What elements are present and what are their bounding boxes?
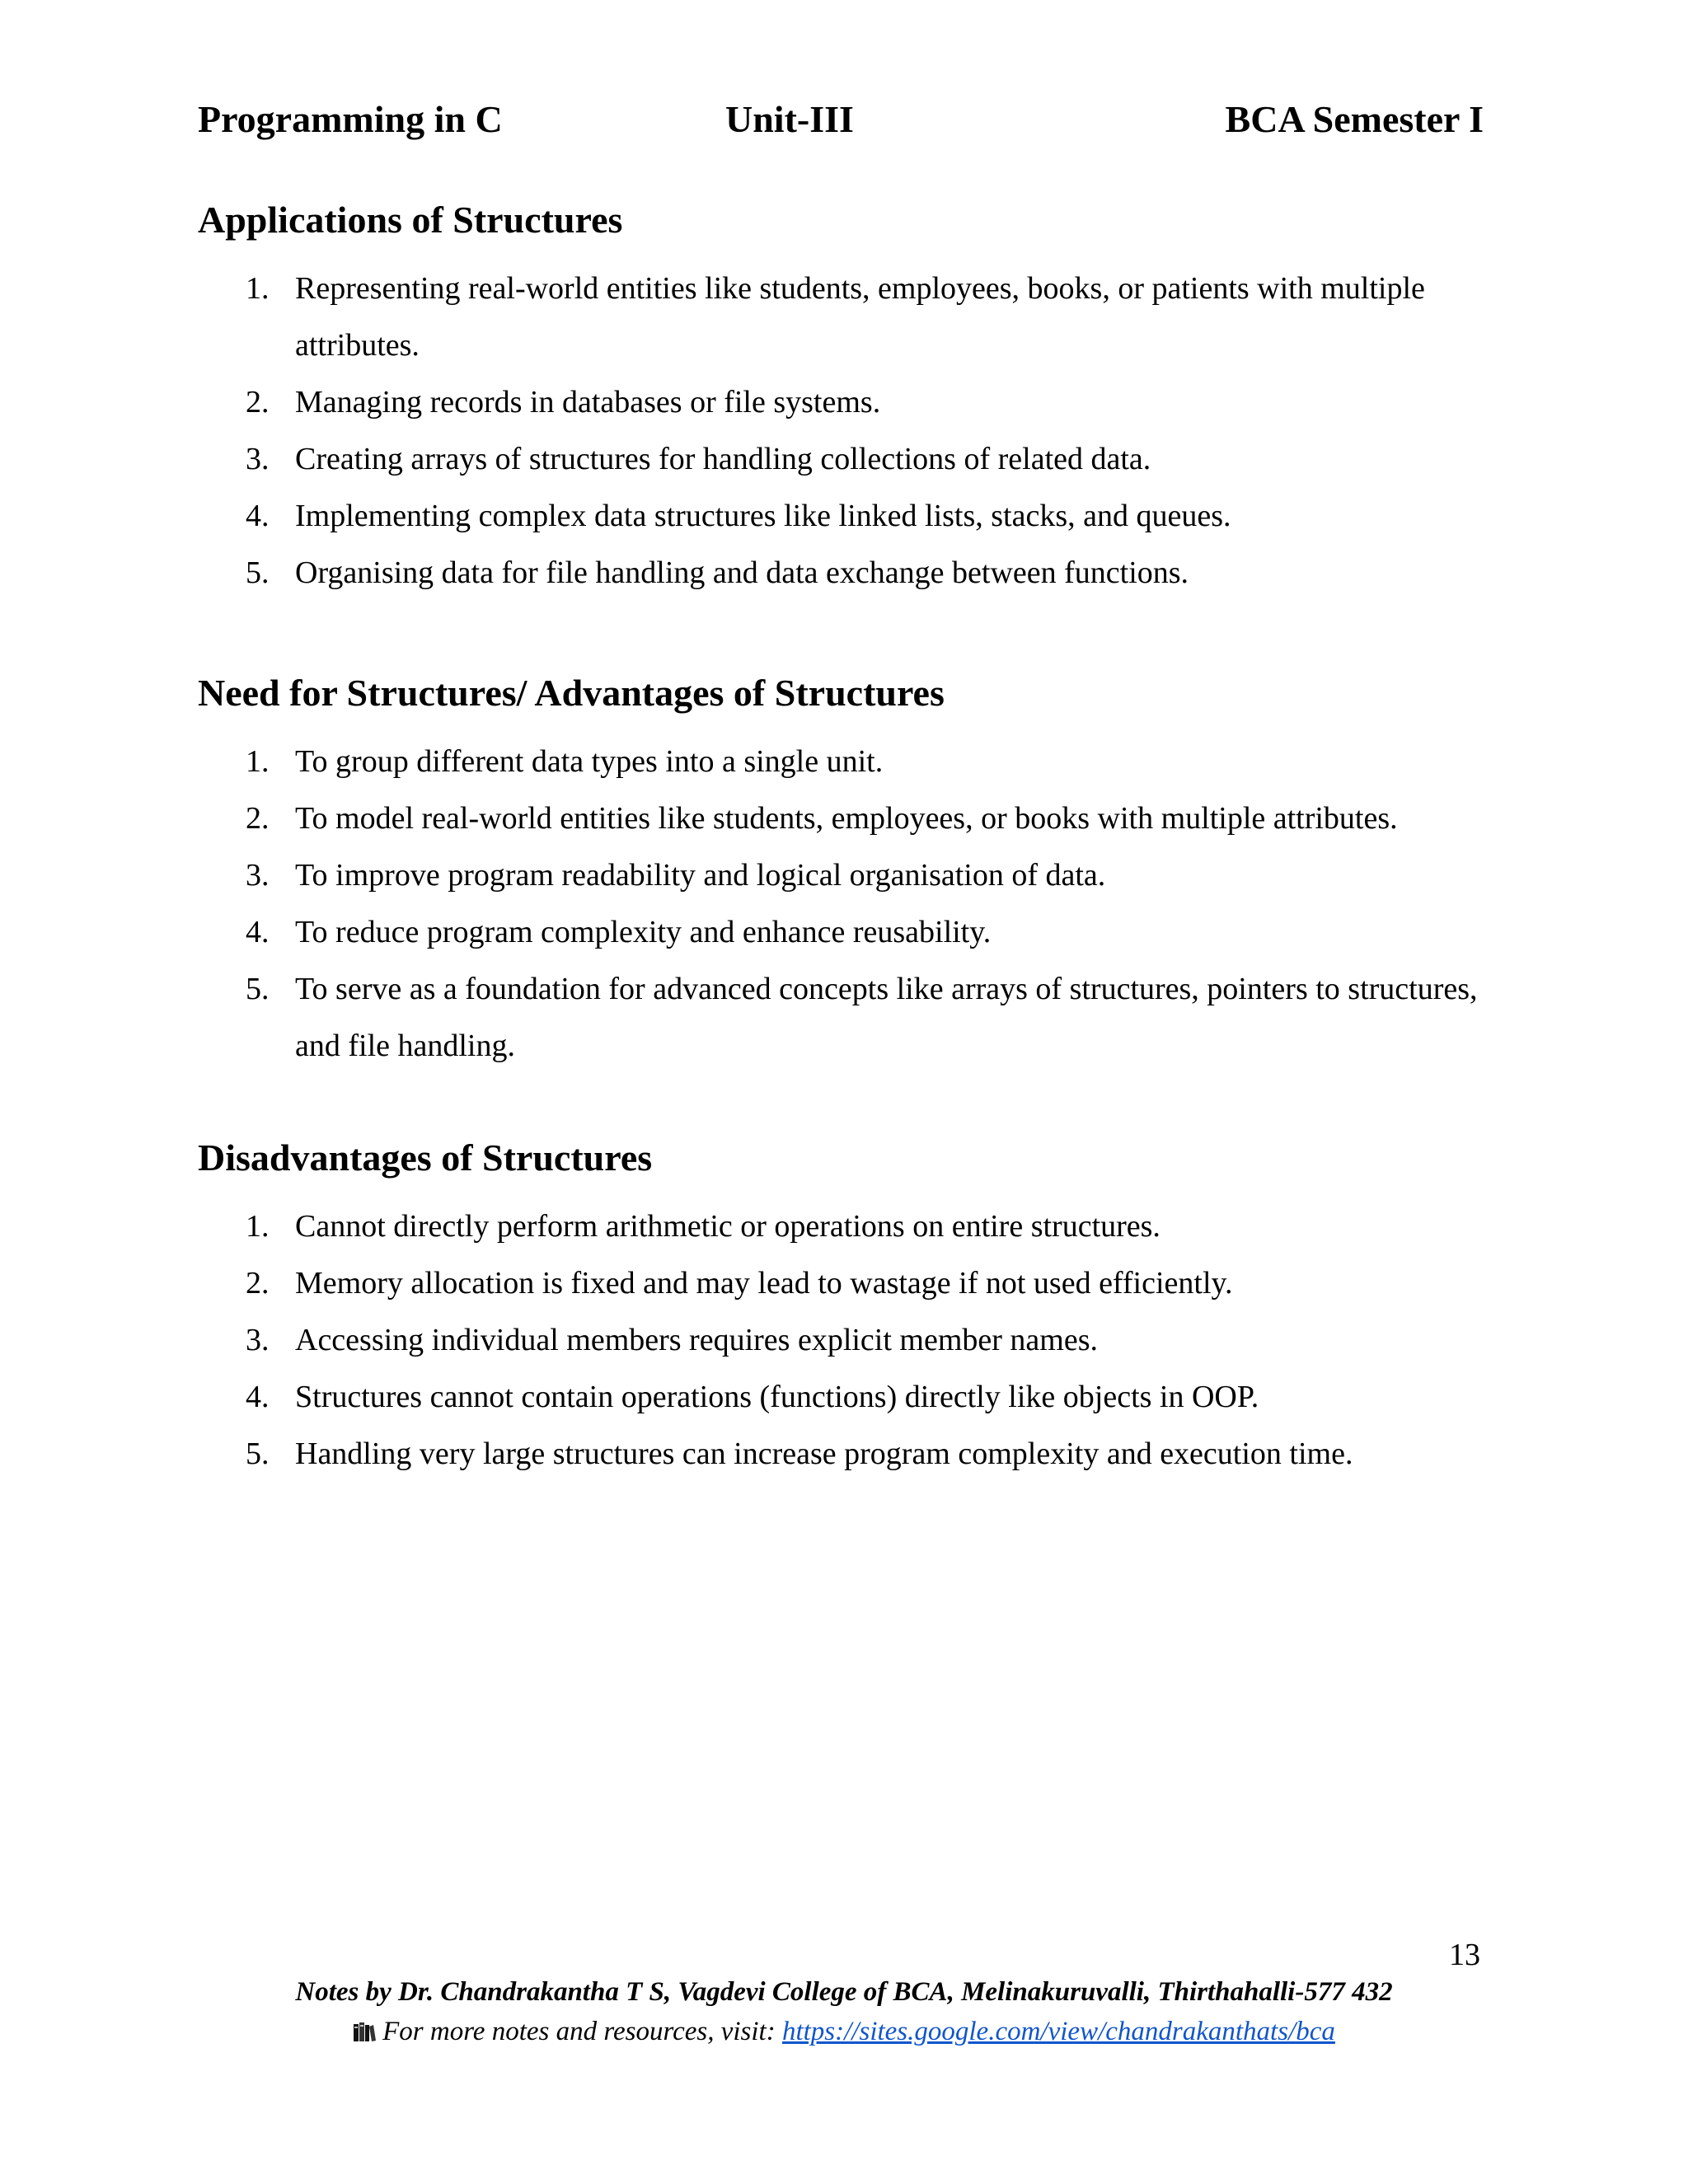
list-item-number: 5.	[246, 972, 270, 1006]
list-item-number: 4.	[246, 499, 270, 533]
list-item-text: Managing records in databases or file systems.	[295, 385, 881, 419]
list-item	[198, 488, 1484, 545]
list-item-number: 3.	[246, 858, 270, 893]
footer-resources-link[interactable]: https://sites.google.com/view/chandrakanthats/bca	[781, 2017, 1335, 2046]
list-item-text: To group different data types into a single unit.	[295, 744, 884, 779]
list-item	[198, 1369, 1484, 1426]
header-semester: BCA Semester I	[1225, 98, 1484, 140]
numbered-list	[198, 733, 1484, 1075]
page-header	[198, 97, 1484, 147]
list-item-text: To reduce program complexity and enhance reusability.	[295, 915, 992, 949]
list-item-number: 5.	[246, 1436, 270, 1471]
list-item-text: Handling very large structures can increase program complexity and execution time.	[295, 1436, 1353, 1471]
list-item-text: Structures cannot contain operations (functions) directly like objects in OOP.	[295, 1380, 1259, 1414]
list-item	[198, 1426, 1484, 1483]
list-item	[198, 1198, 1484, 1255]
header-course-title: Programming in C	[198, 98, 503, 140]
list-item	[198, 847, 1484, 904]
list-item-number: 5.	[246, 555, 270, 590]
numbered-list	[198, 1198, 1484, 1483]
list-item-number: 1.	[246, 744, 270, 779]
list-item-text: To improve program readability and logical organisation of data.	[295, 858, 1106, 893]
list-item-number: 1.	[246, 1209, 270, 1244]
header-unit: Unit-III	[725, 98, 854, 140]
list-item-text: Creating arrays of structures for handling collections of related data.	[295, 442, 1151, 476]
section-heading: Need for Structures/ Advantages of Structures	[198, 672, 945, 714]
list-item	[198, 1255, 1484, 1312]
list-item	[198, 1312, 1484, 1369]
list-item	[198, 374, 1484, 431]
list-item	[198, 790, 1484, 847]
list-item	[198, 733, 1484, 790]
page-number: 13	[1449, 1938, 1480, 1972]
list-item-text: Organising data for file handling and data exchange between functions.	[295, 555, 1189, 590]
list-item-text: Implementing complex data structures like linked lists, stacks, and queues.	[295, 499, 1231, 533]
footer-credit: Notes by Dr. Chandrakantha T S, Vagdevi College of BCA, Melinakuruvalli, Thirthahalli-577 432	[295, 1977, 1393, 2007]
list-item-number: 3.	[246, 1323, 270, 1357]
list-item	[198, 260, 1484, 374]
list-item	[198, 961, 1484, 1075]
list-item-text: To model real-world entities like students, employees, or books with multiple attributes.	[295, 801, 1398, 836]
list-item-text: Cannot directly perform arithmetic or operations on entire structures.	[295, 1209, 1160, 1244]
list-item-text: Accessing individual members requires explicit member names.	[295, 1323, 1098, 1357]
list-item-number: 1.	[246, 271, 270, 306]
list-item-number: 2.	[246, 1266, 270, 1301]
list-item-number: 4.	[246, 1380, 270, 1414]
list-item	[198, 431, 1484, 488]
numbered-list	[198, 260, 1484, 602]
books-icon	[353, 2013, 376, 2035]
section-advantages	[198, 664, 1484, 1075]
footer-resources-text: For more notes and resources, visit:	[382, 2017, 782, 2046]
section-heading: Disadvantages of Structures	[198, 1137, 653, 1179]
list-item-number: 2.	[246, 385, 270, 419]
list-item-text: To serve as a foundation for advanced concepts like arrays of structures, pointers to structures, and file handling.	[295, 972, 1478, 1063]
list-item-text: Memory allocation is fixed and may lead to wastage if not used efficiently.	[295, 1266, 1233, 1301]
footer-resources	[0, 2011, 1688, 2052]
page-footer	[0, 1973, 1688, 2052]
section-applications	[198, 191, 1484, 602]
list-item-text: Representing real-world entities like students, employees, books, or patients with multiple attributes.	[295, 271, 1425, 363]
section-disadvantages	[198, 1129, 1484, 1483]
list-item	[198, 904, 1484, 961]
section-heading: Applications of Structures	[198, 199, 623, 241]
list-item-number: 2.	[246, 801, 270, 836]
list-item-number: 3.	[246, 442, 270, 476]
list-item-number: 4.	[246, 915, 270, 949]
list-item	[198, 545, 1484, 602]
